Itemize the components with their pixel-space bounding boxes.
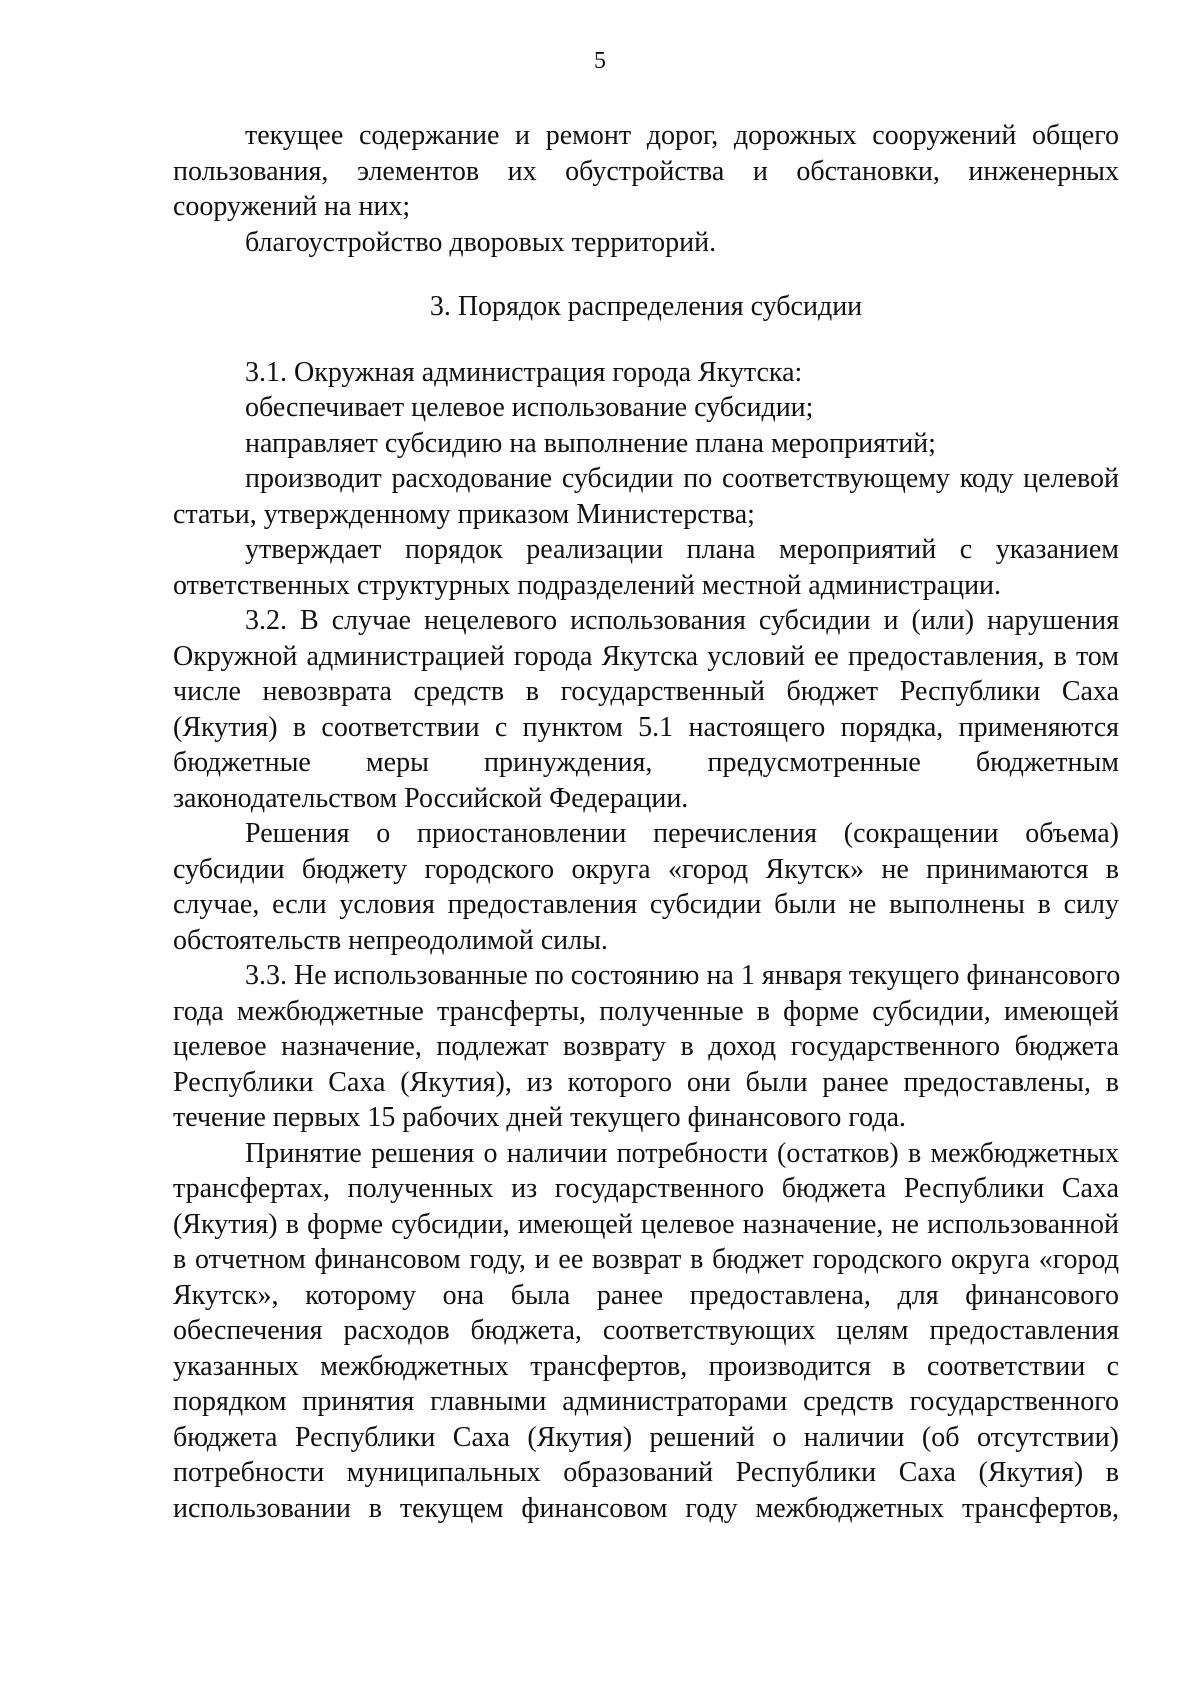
section-heading: 3. Порядок распределения субсидии xyxy=(429,291,863,322)
spacer xyxy=(173,260,1119,289)
text-line: 3.2. В случае нецелевого использования субсидии и (или) нарушения xyxy=(245,605,1119,636)
text-line: утверждает порядок реализации плана мероприятий с указанием xyxy=(245,534,1119,565)
text-line: случае, если условия предоставления субсидии были не выполнены в силу xyxy=(173,889,1119,920)
text-line: благоустройство дворовых территорий. xyxy=(245,226,717,258)
text-line: в отчетном финансовом году, и ее возврат в бюджет городского округа «город xyxy=(173,1244,1119,1275)
text-line: потребности муниципальных образований Республики Саха (Якутия) в xyxy=(173,1457,1119,1488)
text-line: обеспечения расходов бюджета, соответствующих целям предоставления xyxy=(173,1315,1119,1346)
text-line: субсидии бюджету городского округа «город Якутск» не принимаются в xyxy=(173,853,1119,885)
text-line: 3.3. Не использованные по состоянию на 1 января текущего финансового xyxy=(245,960,1121,991)
text-line: (Якутия) в соответствии с пунктом 5.1 настоящего порядка, применяются xyxy=(173,711,1119,743)
text-line: трансфертах, полученных из государственного бюджета Республики Саха xyxy=(173,1173,1119,1204)
text-line: бюджетные меры принуждения, предусмотренные бюджетным xyxy=(173,747,1119,778)
text-line: порядком принятия главными администраторами средств государственного xyxy=(173,1386,1119,1417)
text-line: (Якутия) в форме субсидии, имеющей целевое назначение, не использованной xyxy=(173,1208,1119,1240)
text-line: текущее содержание и ремонт дорог, дорожных сооружений общего xyxy=(245,120,1119,151)
text-line: статьи, утвержденному приказом Министерства; xyxy=(173,498,755,530)
text-line: направляет субсидию на выполнение плана мероприятий; xyxy=(245,427,936,459)
text-line: Окружной администрацией города Якутска условий ее предоставления, в том xyxy=(173,640,1119,672)
text-line: указанных межбюджетных трансфертов, производится в соответствии с xyxy=(173,1350,1119,1382)
text-line: обеспечивает целевое использование субсидии; xyxy=(245,392,814,423)
document-body xyxy=(173,118,1119,1526)
text-line: Решения о приостановлении перечисления (сокращении объема) xyxy=(245,818,1119,849)
page-number: 5 xyxy=(594,48,606,74)
text-line: производит расходование субсидии по соответствующему коду целевой xyxy=(245,463,1119,494)
text-line: числе невозврата средств в государственный бюджет Республики Саха xyxy=(173,676,1119,707)
text-line: Якутск», которому она была ранее предоставлена, для финансового xyxy=(173,1279,1119,1311)
text-line: течение первых 15 рабочих дней текущего финансового года. xyxy=(173,1102,907,1133)
text-line: пользования, элементов их обустройства и обстановки, инженерных xyxy=(173,155,1119,187)
text-line: бюджета Республики Саха (Якутия) решений о наличии (об отсутствии) xyxy=(173,1421,1119,1453)
text-line: обстоятельств непреодолимой силы. xyxy=(173,924,608,956)
text-line: использовании в текущем финансовом году межбюджетных трансфертов, xyxy=(173,1492,1119,1524)
text-line: года межбюджетные трансферты, полученные в форме субсидии, имеющей xyxy=(173,995,1119,1027)
text-line: законодательством Российской Федерации. xyxy=(173,782,689,814)
text-line: Принятие решения о наличии потребности (остатков) в межбюджетных xyxy=(245,1137,1119,1169)
text-line: 3.1. Окружная администрация города Якутска: xyxy=(245,356,803,388)
text-line: ответственных структурных подразделений местной администрации. xyxy=(173,569,1002,601)
text-line: Республики Саха (Якутия), из которого они были ранее предоставлены, в xyxy=(173,1066,1119,1098)
text-line: сооружений на них; xyxy=(173,191,411,222)
text-line: целевое назначение, подлежат возврату в доход государственного бюджета xyxy=(173,1031,1119,1062)
spacer xyxy=(173,325,1119,355)
